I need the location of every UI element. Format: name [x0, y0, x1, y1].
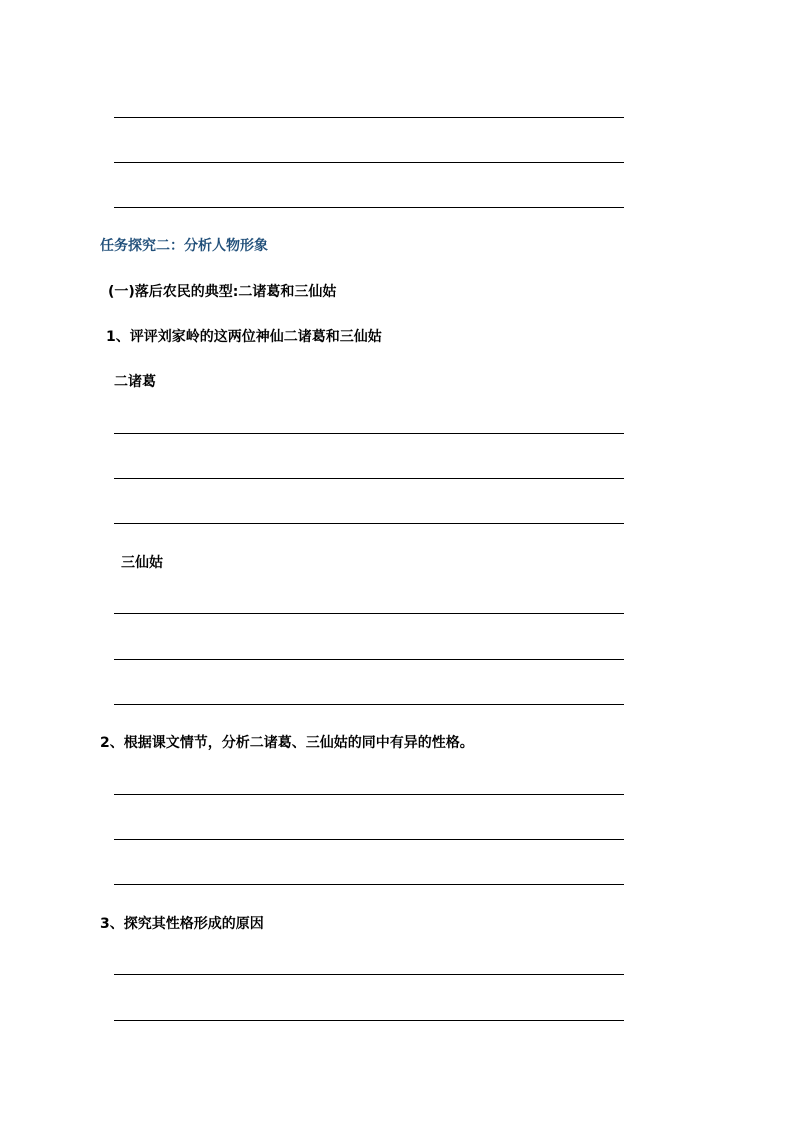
answer-line	[114, 659, 624, 660]
answer-line	[114, 884, 624, 885]
answer-line	[114, 794, 624, 795]
answer-line	[114, 613, 624, 614]
character-label-erzhuge: 二诸葛	[114, 374, 156, 390]
answer-line	[114, 523, 624, 524]
answer-line	[114, 207, 624, 208]
section-heading: 任务探究二：分析人物形象	[100, 238, 268, 254]
answer-line	[114, 704, 624, 705]
subsection-title: (一)落后农民的典型:二诸葛和三仙姑	[108, 284, 337, 300]
answer-line	[114, 117, 624, 118]
answer-line	[114, 974, 624, 975]
answer-line	[114, 1020, 624, 1021]
answer-line	[114, 162, 624, 163]
character-label-sanxiangu: 三仙姑	[121, 555, 163, 571]
question-3: 3、探究其性格形成的原因	[100, 916, 264, 932]
question-2: 2、根据课文情节，分析二诸葛、三仙姑的同中有异的性格。	[100, 735, 474, 751]
question-1: 1、评评刘家岭的这两位神仙二诸葛和三仙姑	[106, 329, 382, 345]
answer-line	[114, 839, 624, 840]
answer-line	[114, 433, 624, 434]
answer-line	[114, 478, 624, 479]
